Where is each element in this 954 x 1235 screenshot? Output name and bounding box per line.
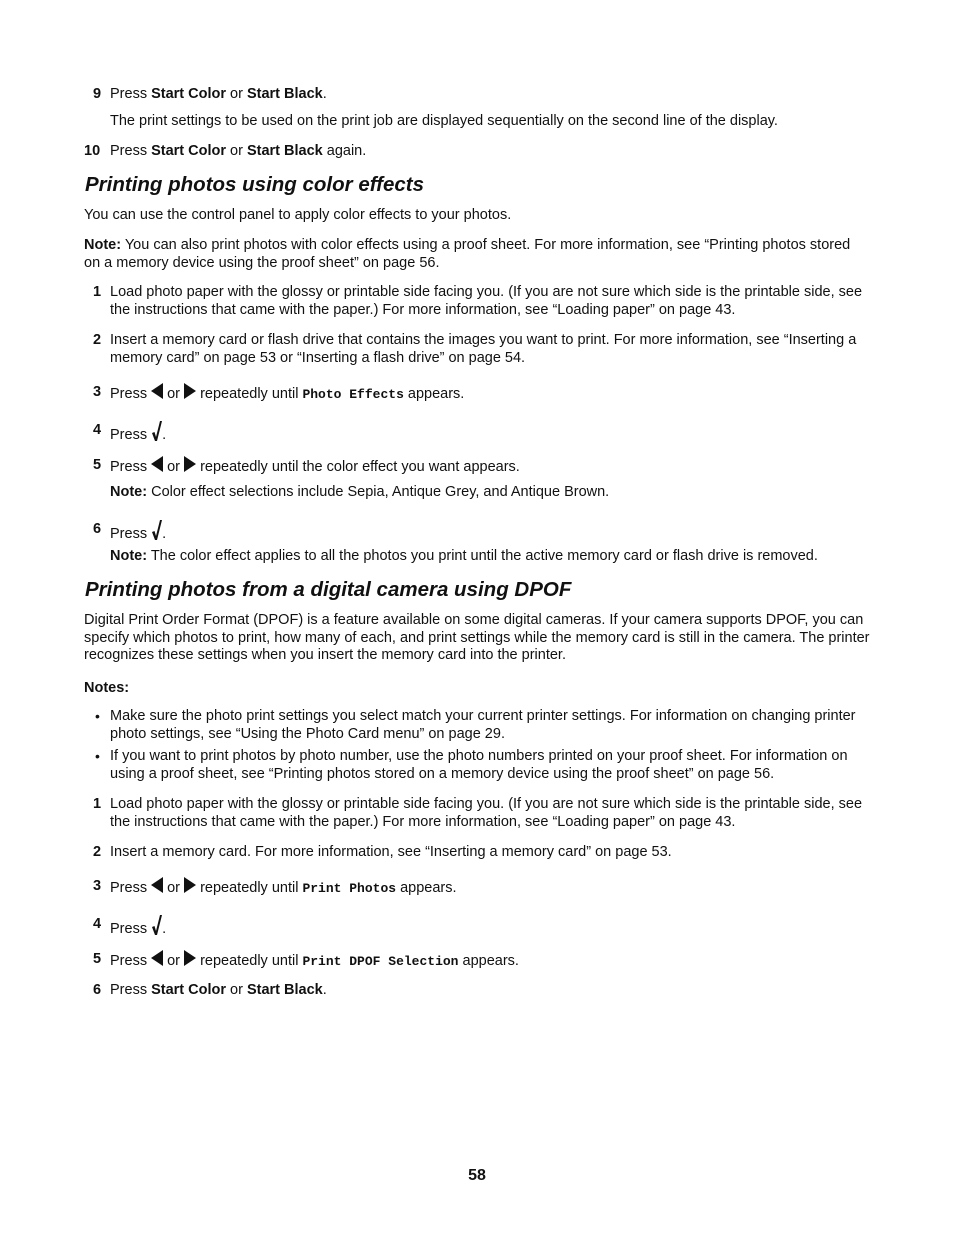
section-note-line2: on a memory device using the proof sheet” on page 56. [84, 255, 440, 271]
step-text [110, 981, 327, 999]
step-text: Load photo paper with the glossy or printable side facing you. (If you are not sure which side is the printable side, see [110, 796, 863, 812]
checkmark-icon [151, 421, 162, 441]
text: or [226, 982, 247, 998]
text: repeatedly until [196, 953, 303, 969]
text: Press [110, 459, 152, 475]
step-text [110, 85, 327, 103]
checkmark-icon [151, 520, 162, 540]
step-text [110, 950, 519, 971]
text: Press [110, 953, 152, 969]
section-intro: You can use the control panel to apply color effects to your photos. [84, 207, 512, 223]
left-arrow-icon [151, 950, 163, 966]
step-text [110, 142, 366, 160]
note-text: Color effect selections include Sepia, Antique Grey, and Antique Brown. [147, 484, 610, 500]
step-text [110, 877, 457, 898]
start-color-label: Start Color [151, 982, 227, 998]
text: or [163, 459, 185, 475]
step-number: 10 [84, 143, 101, 159]
step-number: 1 [93, 284, 102, 300]
step-text: Insert a memory card. For more information, see “Inserting a memory card” on page 53. [110, 844, 672, 860]
step-9-description: The print settings to be used on the print job are displayed sequentially on the second line of the display. [110, 113, 778, 129]
display-text-print-photos: Print Photos [302, 881, 397, 896]
text: or [226, 86, 247, 102]
left-arrow-icon [151, 877, 163, 893]
text: appears. [458, 953, 519, 969]
step-text-line2: memory card” on page 53 or “Inserting a flash drive” on page 54. [110, 350, 526, 366]
text: Press [110, 526, 152, 542]
text: Press [110, 921, 152, 937]
start-color-label: Start Color [151, 143, 227, 159]
note-label: Note: [110, 484, 148, 500]
note-label: Note: [110, 548, 148, 564]
text: Press [110, 386, 152, 402]
text: repeatedly until [196, 880, 303, 896]
color-step-6-note [110, 547, 818, 565]
step-number: 1 [93, 796, 102, 812]
note-text: You can also print photos with color effects using a proof sheet. For more information, see “Printing photos stored [121, 237, 851, 253]
step-number: 6 [93, 982, 102, 998]
step-text [110, 456, 520, 476]
text: appears. [403, 386, 465, 402]
start-black-label: Start Black [246, 143, 323, 159]
left-arrow-icon [151, 456, 163, 472]
bullet-text-line2: using a proof sheet, see “Printing photos stored on a memory device using the proof sheet” on page 56. [110, 766, 775, 782]
right-arrow-icon [184, 456, 196, 472]
section-heading-color-effects: Printing photos using color effects [85, 173, 425, 196]
step-text: Load photo paper with the glossy or printable side facing you. (If you are not sure which side is the printable side, see [110, 284, 863, 300]
step-text [110, 383, 464, 404]
step-text [110, 421, 166, 444]
step-number: 9 [93, 86, 102, 102]
step-number: 4 [93, 916, 102, 932]
note-text: The color effect applies to all the photos you print until the active memory card or flash drive is removed. [147, 548, 818, 564]
text: again. [322, 143, 367, 159]
text: repeatedly until the color effect you want appears. [196, 459, 520, 475]
section-heading-dpof: Printing photos from a digital camera using DPOF [85, 578, 572, 601]
text: Press [110, 427, 152, 443]
step-number: 3 [93, 878, 102, 894]
display-text-photo-effects: Photo Effects [302, 387, 404, 402]
right-arrow-icon [184, 950, 196, 966]
start-black-label: Start Black [246, 86, 323, 102]
page-number: 58 [468, 1167, 486, 1184]
bullet-text-line2: photo settings, see “Using the Photo Card menu” on page 29. [110, 726, 505, 742]
step-text: Insert a memory card or flash drive that contains the images you want to print. For more information, see “Inserting a [110, 332, 857, 348]
text: Press [110, 880, 152, 896]
text: Press [110, 982, 152, 998]
start-black-label: Start Black [246, 982, 323, 998]
text: or [163, 880, 185, 896]
dpof-intro-line1: Digital Print Order Format (DPOF) is a feature available on some digital cameras. If your camera supports DPOF, you can [84, 612, 864, 628]
step-number: 2 [93, 332, 102, 348]
left-arrow-icon [151, 383, 163, 399]
step-number: 2 [93, 844, 102, 860]
text: repeatedly until [196, 386, 303, 402]
text: or [163, 953, 185, 969]
step-number: 4 [93, 422, 102, 438]
bullet-text: Make sure the photo print settings you select match your current printer settings. For information on changing printer [110, 708, 856, 724]
dpof-intro-line3: recognizes these settings when you insert the memory card into the printer. [84, 647, 566, 663]
text: Press [110, 86, 152, 102]
step-number: 5 [93, 457, 102, 473]
step-text-line2: the instructions that came with the paper.) For more information, see “Loading paper” on page 43. [110, 814, 736, 830]
text: appears. [396, 880, 457, 896]
start-color-label: Start Color [151, 86, 227, 102]
dpof-intro-line2: specify which photos to print, how many of each, and print settings while the memory card is still in the camera. The printer [84, 630, 870, 646]
step-number: 3 [93, 384, 102, 400]
notes-label: Notes: [84, 680, 130, 696]
text: . [322, 86, 327, 102]
step-text [110, 915, 166, 938]
right-arrow-icon [184, 383, 196, 399]
step-text-line2: the instructions that came with the paper.) For more information, see “Loading paper” on page 43. [110, 302, 736, 318]
text: Press [110, 143, 152, 159]
section-note [84, 236, 850, 254]
display-text-print-dpof-selection: Print DPOF Selection [302, 954, 459, 969]
step-text [110, 520, 166, 543]
text: . [322, 982, 327, 998]
text: . [162, 921, 167, 937]
right-arrow-icon [184, 877, 196, 893]
text: or [226, 143, 247, 159]
text: . [162, 427, 167, 443]
checkmark-icon [151, 915, 162, 935]
bullet: • [95, 748, 100, 764]
text: or [163, 386, 185, 402]
note-label: Note: [84, 237, 122, 253]
text: . [162, 526, 167, 542]
bullet: • [95, 708, 100, 724]
bullet-text: If you want to print photos by photo number, use the photo numbers printed on your proof sheet. For information on [110, 748, 848, 764]
step-number: 6 [93, 521, 102, 537]
color-step-5-note [110, 483, 609, 501]
step-number: 5 [93, 951, 102, 967]
